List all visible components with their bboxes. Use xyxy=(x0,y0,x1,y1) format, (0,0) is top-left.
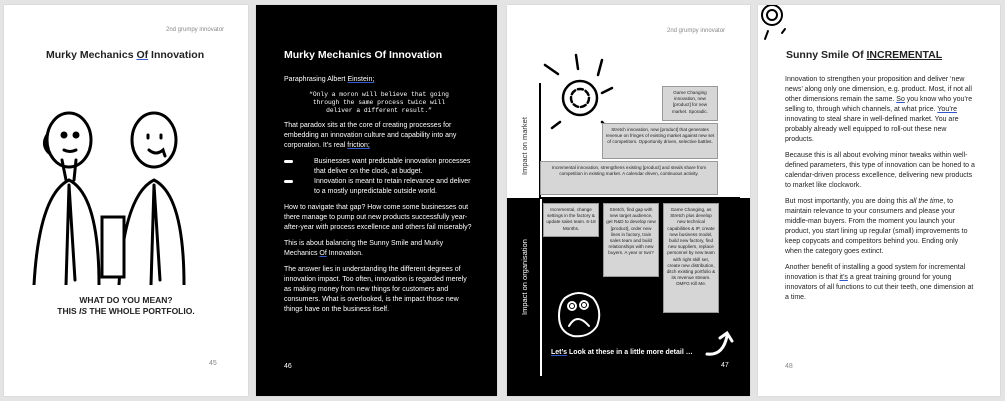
text: all the time xyxy=(909,198,944,205)
page-title: Murky Mechanics Of Innovation xyxy=(284,49,443,61)
page-number: 46 xyxy=(284,363,292,370)
text: Another benefit of installing a good system for incremental innovation is that xyxy=(785,264,966,281)
text: Paraphrasing Albert xyxy=(284,76,348,83)
horizontal-axis xyxy=(540,197,740,199)
caption-text: THE WHOLE PORTFOLIO. xyxy=(87,306,195,316)
friction-link[interactable]: friction; xyxy=(347,142,370,149)
sun-sketch-icon xyxy=(758,5,788,45)
text: Innovation. xyxy=(326,250,363,257)
text: innovating to steal share in well-defined market. You are probably already well equipped to roll-out these new products. xyxy=(785,116,959,143)
text: So xyxy=(896,96,905,103)
text: Let’s xyxy=(551,349,568,356)
paragraph: Because this is all about evolving minor tweaks within well-defined parameters, this type of innovation can be honed to a calendar-driven process excellence, delivering new products to market like clockwork. xyxy=(785,152,975,189)
paragraph xyxy=(785,197,975,257)
quote: “Only a moron will believe that going through the same process twice will deliver a different result.” xyxy=(309,91,449,114)
text: This is about balancing the Sunny Smile and Murky Mechanics xyxy=(284,240,444,257)
sad-face-sketch-icon xyxy=(555,290,603,340)
caption xyxy=(4,295,248,317)
vertical-axis-lower xyxy=(540,198,542,376)
paragraph xyxy=(785,263,975,303)
body-text xyxy=(284,75,474,321)
einstein-link[interactable]: Einstein; xyxy=(347,76,375,83)
caption-emphasis: IS xyxy=(79,306,88,316)
text: a great training ground for young innovators of all functions to cut their teeth, one dimension at a time. xyxy=(785,274,974,301)
caption-text: THIS xyxy=(57,306,80,316)
page-number: 48 xyxy=(785,363,793,370)
bullet-icon xyxy=(284,160,293,163)
text: Of xyxy=(319,250,327,257)
page-title xyxy=(46,49,204,61)
text: You’re xyxy=(937,106,957,113)
page-45 xyxy=(4,5,248,396)
footer-text xyxy=(551,349,693,356)
paragraph xyxy=(284,121,474,151)
text: But most importantly, you are doing this xyxy=(785,198,910,205)
curved-arrow-icon xyxy=(705,330,735,358)
paragraph xyxy=(785,75,975,145)
box-stretch-org: Stretch, find gap with new target audience, get R&D to develop new [product], order new lines in factory, train sales team and build relationships with new buyers. A year or two? xyxy=(603,203,659,277)
running-header: 2nd grumpy innovator xyxy=(667,28,726,34)
title-text: Of xyxy=(136,49,149,61)
page-47 xyxy=(507,5,750,396)
text: , to maintain relevance to your consumers and please your middle-man buyers. From the moment you launch your product, you start lining up regular (small) improvements to keep copycats and competitors behind you. Ending only when the category goes extinct. xyxy=(785,198,968,255)
text: Innovation to strengthen your proposition and deliver ‘new news’ along only one dimension, e.g. product. Most, if not all other dimensions remain the same. xyxy=(785,76,972,103)
page-title xyxy=(786,49,942,61)
text: it’s xyxy=(839,274,848,281)
page-48 xyxy=(758,5,1000,396)
caption-line xyxy=(4,306,248,317)
bullet-item xyxy=(284,177,474,197)
text: Businesses want predictable innovation processes that deliver on the clock, at budget. xyxy=(314,158,471,175)
two-people-sketch-icon xyxy=(24,105,224,285)
caption-line: WHAT DO YOU MEAN? xyxy=(79,295,173,305)
axis-label-market: Impact on market xyxy=(520,117,529,175)
box-game-changing-market: Game Changing innovation, new [product] for new market. Sporadic. xyxy=(662,86,718,121)
running-header: 2nd grumpy innovator xyxy=(166,27,225,33)
title-text: Innovation xyxy=(148,49,205,61)
text: That paradox sits at the core of creating processes for embedding an innovation culture and capability into any corporation. It’s real xyxy=(284,122,457,149)
text: Innovation is meant to retain relevance and deliver to a mostly unpredictable outside world. xyxy=(314,178,471,195)
body-text xyxy=(785,75,975,309)
box-game-changing-org: Game Changing, as Stretch plus develop new technical capabilities & IP, create new business model, build new factory, find new suppliers, replace personnel by new team with right skill set, create new distribution, ditch existing portfolio & its revenue stream. OMFG Kill Me. xyxy=(663,203,719,313)
intro xyxy=(284,75,474,85)
text: you know who you’re selling to, through which channels, at what price. xyxy=(785,96,973,113)
paragraph xyxy=(284,239,474,259)
text: Look at these in a little more detail … xyxy=(567,349,693,356)
box-incremental-market: Incremental innovation, strengthens existing [product] and steals share from competition in existing market. A calendar driven, continuous activity. xyxy=(540,161,718,195)
title-text: INCREMENTAL xyxy=(866,49,943,61)
page-number: 45 xyxy=(209,360,217,367)
title-text: Sunny Smile Of xyxy=(786,49,867,61)
axis-label-organisation: Impact on organisation xyxy=(520,239,529,315)
paragraph: The answer lies in understanding the different degrees of innovation impact. Too often, innovation is regarded merely as making money from new things for customers and consumers. What is overlooked, is the impact those new things have on the business itself. xyxy=(284,266,467,313)
box-stretch-market: Stretch innovation, new [product] that generates revenue on fringes of existing market against new set of competitors. Opportunity driven, selective battles. xyxy=(602,123,718,159)
title-text: Murky Mechanics xyxy=(46,49,137,61)
paragraph: How to navigate that gap? How come some businesses out there manage to pump out new products successfully year-after-year with process excellence and others fail miserably? xyxy=(284,204,472,231)
page-46 xyxy=(256,5,497,396)
bullet-icon xyxy=(284,180,293,183)
page-number: 47 xyxy=(721,362,729,369)
box-incremental-org: Incremental, change settings in the factory & update sales team. 6-18 Months. xyxy=(543,203,599,237)
bullet-item xyxy=(284,157,474,177)
